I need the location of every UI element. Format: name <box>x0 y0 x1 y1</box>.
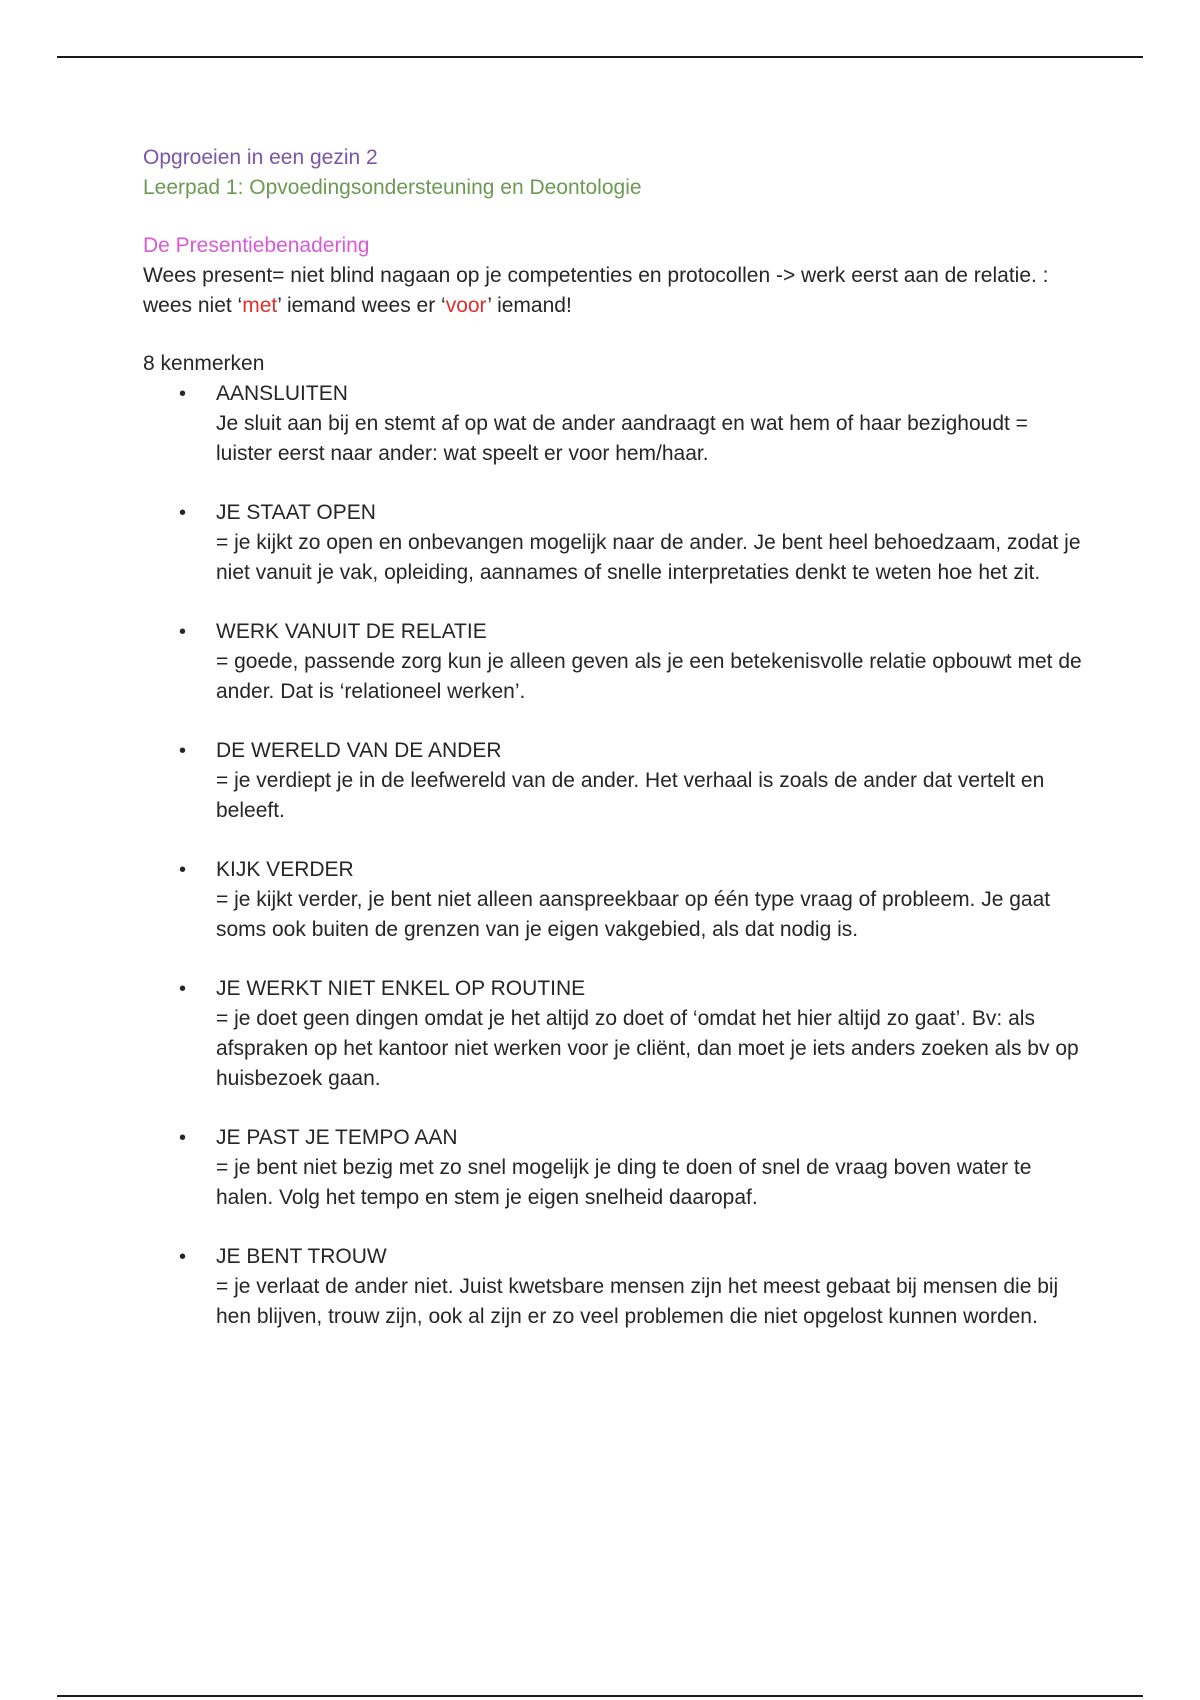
feature-item <box>143 855 1083 945</box>
bullet-icon: • <box>179 621 187 643</box>
intro-text-1: Wees present= niet blind nagaan op je competenties en protocollen -> werk eerst aan de relatie. : wees niet ‘ <box>143 264 1049 317</box>
intro-paragraph <box>143 261 1083 321</box>
feature-item <box>143 498 1083 588</box>
feature-item <box>143 379 1083 469</box>
intro-accent-voor: voor <box>445 294 488 317</box>
feature-description: = goede, passende zorg kun je alleen geven als je een betekenisvolle relatie opbouwt met de ander. Dat is ‘relationeel werken’. <box>216 650 1082 703</box>
feature-title: AANSLUITEN <box>216 382 348 405</box>
bullet-icon: • <box>179 502 187 524</box>
feature-description: = je doet geen dingen omdat je het altijd zo doet of ‘omdat het hier altijd zo gaat’. Bv: als afspraken op het kantoor niet werken voor je cliënt, dan moet je iets anders zoeken als bv op huisbezoek gaan. <box>216 1007 1079 1090</box>
bullet-icon: • <box>179 1246 187 1268</box>
page-top-rule <box>57 56 1143 58</box>
feature-item <box>143 617 1083 707</box>
bullet-icon: • <box>179 740 187 762</box>
feature-item <box>143 974 1083 1094</box>
feature-title: WERK VANUIT DE RELATIE <box>216 620 487 643</box>
feature-title: KIJK VERDER <box>216 858 354 881</box>
page-bottom-rule <box>57 1695 1143 1697</box>
bullet-icon: • <box>179 1127 187 1149</box>
features-list <box>143 379 1083 1332</box>
feature-title: JE STAAT OPEN <box>216 501 376 524</box>
feature-title: DE WERELD VAN DE ANDER <box>216 739 502 762</box>
feature-description: = je verlaat de ander niet. Juist kwetsbare mensen zijn het meest gebaat bij mensen die bij hen blijven, trouw zijn, ook al zijn er zo veel problemen die niet opgelost kunnen worden. <box>216 1275 1059 1328</box>
feature-description: = je bent niet bezig met zo snel mogelijk je ding te doen of snel de vraag boven water te halen. Volg het tempo en stem je eigen snelheid daaropaf. <box>216 1156 1032 1209</box>
feature-item <box>143 1242 1083 1332</box>
features-count-label: 8 kenmerken <box>143 352 265 375</box>
feature-title: JE PAST JE TEMPO AAN <box>216 1126 458 1149</box>
bullet-icon: • <box>179 859 187 881</box>
feature-description: = je kijkt verder, je bent niet alleen aanspreekbaar op één type vraag of probleem. Je gaat soms ook buiten de grenzen van je eigen vakgebied, als dat nodig is. <box>216 888 1051 941</box>
section-title: De Presentiebenadering <box>143 234 370 257</box>
intro-text-2: ’ iemand wees er ‘ <box>277 294 446 317</box>
bullet-icon: • <box>179 383 187 405</box>
feature-title: JE BENT TROUW <box>216 1245 387 1268</box>
feature-description: = je kijkt zo open en onbevangen mogelijk naar de ander. Je bent heel behoedzaam, zodat je niet vanuit je vak, opleiding, aannames of snelle interpretaties denkt te weten hoe het zit. <box>216 531 1081 584</box>
feature-description: = je verdiept je in de leefwereld van de ander. Het verhaal is zoals de ander dat vertelt en beleeft. <box>216 769 1045 822</box>
feature-title: JE WERKT NIET ENKEL OP ROUTINE <box>216 977 586 1000</box>
feature-item <box>143 736 1083 826</box>
course-subtitle: Leerpad 1: Opvoedingsondersteuning en Deontologie <box>143 176 642 199</box>
feature-item <box>143 1123 1083 1213</box>
intro-text-3: ’ iemand! <box>487 294 572 317</box>
bullet-icon: • <box>179 978 187 1000</box>
intro-accent-met: met <box>242 294 278 317</box>
feature-description: Je sluit aan bij en stemt af op wat de ander aandraagt en wat hem of haar bezighoudt = luister eerst naar ander: wat speelt er voor hem/haar. <box>216 412 1028 465</box>
course-title: Opgroeien in een gezin 2 <box>143 146 378 169</box>
document-body <box>143 143 1083 1361</box>
